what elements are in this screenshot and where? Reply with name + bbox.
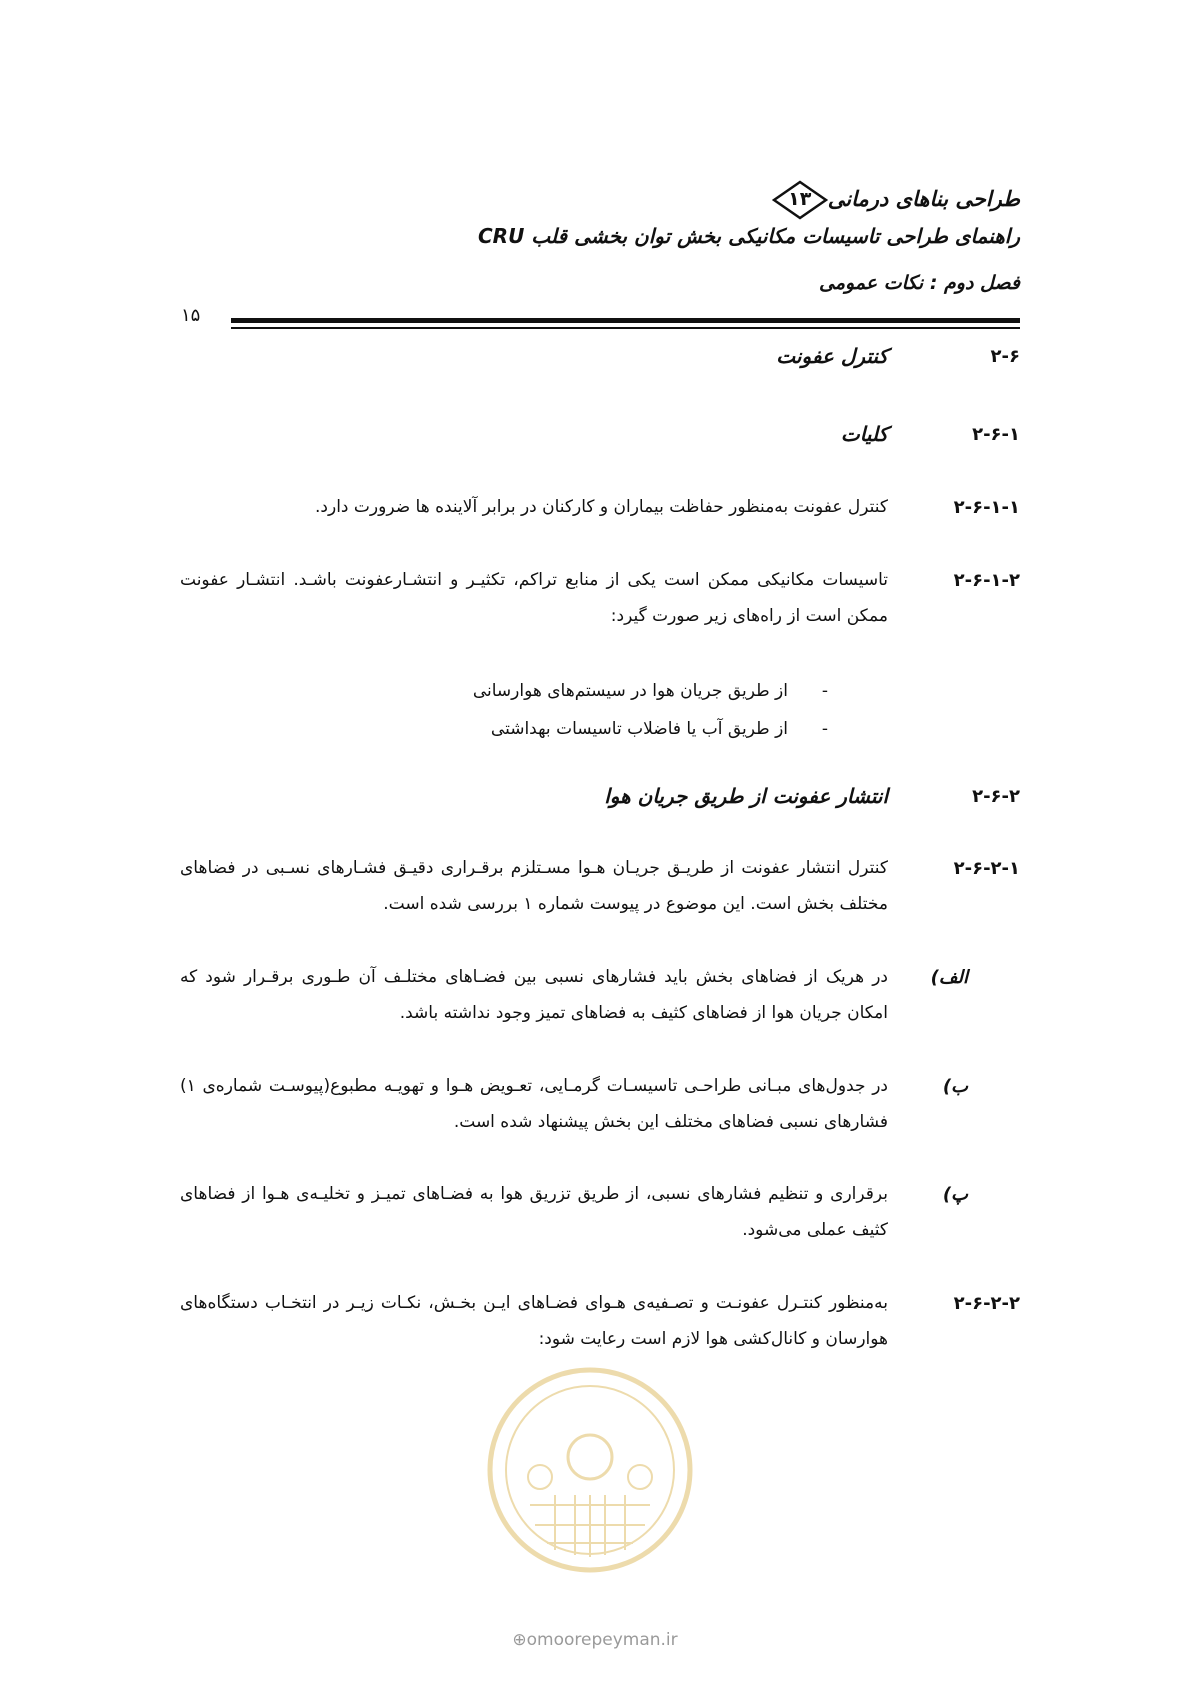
document-series-title [768,180,1020,220]
section-heading: کنترل عفونت [776,344,888,368]
volume-number: ۱۳ [788,188,812,210]
watermark-site-text: omoorepeyman.ir [526,1630,678,1650]
subsection-number: ۲-۶-۱ [972,424,1020,445]
subsection-heading: انتشار عفونت از طریق جریان هوا [604,784,888,808]
subsection-heading: کلیات [840,422,888,446]
subsection-number: ۲-۶-۲ [972,786,1020,807]
section-number: ۲-۶ [990,346,1020,367]
clause-number: ۲-۶-۲-۱ [953,858,1020,879]
series-title-text: طراحی بناهای درمانی [827,187,1020,211]
item-letter: ب) [942,1076,968,1097]
item-text: در جدول‌های مبـانی طراحـی تاسیسـات گرمـایی، تعـویض هـوا و تهویـه مطبوع(پیوسـت شماره‌ی ۱) فشارهای نسبی فضاهای مختلف این بخش پیشنهاد شده است. [180,1076,888,1132]
list-item-text: از طریق جریان هوا در سیستم‌های هوارسانی [472,681,788,701]
page-number: ۱۵ [181,305,201,326]
item-letter: الف) [930,967,968,988]
watermark-site: ⊕omoorepeyman.ir [512,1630,678,1650]
clause-text: کنترل انتشار عفونت از طریـق جریـان هـوا مسـتلزم برقـراری دقیـق فشـارهای نسـبی در فضاهای مختلف بخش است. این موضوع در پیوست شماره ۱ بررسی شده است. [180,858,888,914]
guide-title: راهنمای طراحی تاسیسات مکانیکی بخش توان بخشی قلب CRU [478,224,1020,248]
header-rule-thin [231,327,1020,329]
volume-number-badge [772,180,828,220]
list-item-text: از طریق آب یا فاضلاب تاسیسات بهداشتی [490,719,788,739]
clause-text: تاسیسات مکانیکی ممکن است یکی از منابع تراکم، تکثیـر و انتشـارعفونت باشـد. انتشـار عفونت ممکن است از راه‌های زیر صورت گیرد: [180,570,888,626]
bullet-marker: - [821,681,828,701]
item-text: در هریک از فضاهای بخش باید فشارهای نسبی بین فضـاهای مختلـف آن طـوری برقـرار شود که امکان جریان هوا از فضاهای کثیف به فضاهای تمیز وجود نداشته باشد. [180,967,888,1023]
clause-text: به‌منظور کنتـرل عفونـت و تصـفیه‌ی هـوای فضـاهای ایـن بخـش، نکـات زیـر در انتخـاب دستگاه‌های هوارسان و کانال‌کشی هوا لازم است رعایت شود: [180,1293,888,1349]
list-item [473,710,828,748]
clause-text: کنترل عفونت به‌منظور حفاظت بیماران و کارکنان در برابر آلاینده ها ضرورت دارد. [315,497,888,517]
chapter-title: فصل دوم : نکات عمومی [818,272,1020,294]
watermark-seal-icon [485,1365,695,1575]
item-text: برقراری و تنظیم فشارهای نسبی، از طریق تزریق هوا به فضـاهای تمیـز و تخلیـه‌ی هـوا از فضاهای کثیف عملی می‌شود. [180,1184,888,1240]
item-letter: پ) [942,1184,968,1205]
clause-number: ۲-۶-۱-۱ [953,497,1020,518]
clause-number: ۲-۶-۱-۲ [953,570,1020,591]
transmission-routes-list [473,672,828,748]
list-item [473,672,828,710]
bullet-marker: - [821,719,828,739]
header-rule-thick [231,318,1020,323]
clause-number: ۲-۶-۲-۲ [953,1293,1020,1314]
